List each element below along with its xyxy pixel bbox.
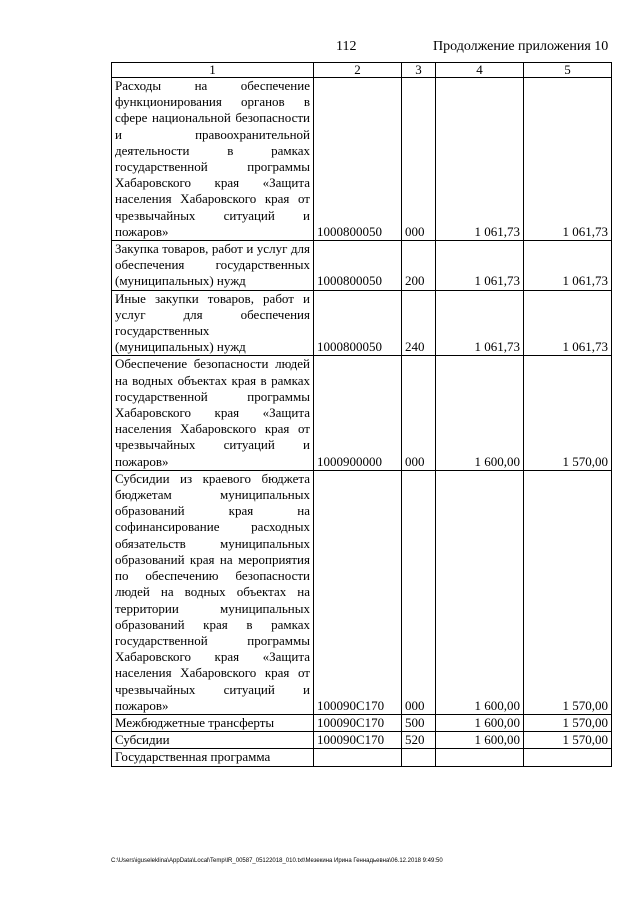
column-header: 1 [112,63,314,78]
amount-column-4: 1 061,73 [436,241,524,291]
amount-column-5: 1 570,00 [524,470,612,714]
expense-type-code: 000 [402,78,436,241]
expense-type-code: 520 [402,732,436,749]
amount-column-4: 1 061,73 [436,78,524,241]
target-article-code: 100090С170 [314,732,402,749]
amount-column-5: 1 061,73 [524,241,612,291]
row-description: Субсидии [112,732,314,749]
table-row [112,356,612,470]
budget-table [111,62,612,767]
amount-column-4: 1 061,73 [436,290,524,356]
target-article-code: 100090С170 [314,714,402,731]
column-header: 4 [436,63,524,78]
row-description: Расходы на обеспечение функционирования органов в сфере национальной безопасности и правоохранительной деятельности в рамках государственной программы Хабаровского края «Защита населения Хабаровского края от чрезвычайных ситуаций и пожаров» [112,78,314,241]
target-article-code: 1000800050 [314,290,402,356]
row-description: Закупка товаров, работ и услуг для обеспечения государственных (муниципальных) нужд [112,241,314,291]
amount-column-5: 1 061,73 [524,78,612,241]
empty-cell [524,749,612,766]
expense-type-code: 500 [402,714,436,731]
amount-column-4: 1 600,00 [436,714,524,731]
row-description: Субсидии из краевого бюджета бюджетам муниципальных образований края на софинансирование расходных обязательств муниципальных образований края на мероприятия по обеспечению безопасности людей на водных объектах на территории муниципальных образований края в рамках государственной программы Хабаровского края «Защита населения Хабаровского края от чрезвычайных ситуаций и пожаров» [112,470,314,714]
expense-type-code: 200 [402,241,436,291]
target-article-code: 1000800050 [314,241,402,291]
row-description: Межбюджетные трансферты [112,714,314,731]
column-header: 2 [314,63,402,78]
amount-column-4: 1 600,00 [436,356,524,470]
target-article-code: 100090С170 [314,470,402,714]
expense-type-code: 240 [402,290,436,356]
file-path-footer: C:\Users\iguseleklina\AppData\Local\Temp\IR_00587_05122018_010.txt\Мезекина Ирина Геннадьевна\06.12.2018 9:49:50 [111,858,443,864]
target-article-code: 1000900000 [314,356,402,470]
row-description: Обеспечение безопасности людей на водных объектах края в рамках государственной программы Хабаровского края «Защита населения Хабаровского края от чрезвычайных ситуаций и пожаров» [112,356,314,470]
amount-column-4: 1 600,00 [436,470,524,714]
target-article-code: 1000800050 [314,78,402,241]
amount-column-5: 1 061,73 [524,290,612,356]
empty-cell [436,749,524,766]
amount-column-4: 1 600,00 [436,732,524,749]
column-header: 3 [402,63,436,78]
table-row [112,749,612,766]
expense-type-code: 000 [402,470,436,714]
column-header: 5 [524,63,612,78]
table-row [112,290,612,356]
row-description: Государственная программа [112,749,314,766]
table-row [112,78,612,241]
row-description: Иные закупки товаров, работ и услуг для обеспечения государственных (муниципальных) нужд [112,290,314,356]
continuation-heading: Продолжение приложения 10 [433,39,609,54]
amount-column-5: 1 570,00 [524,714,612,731]
empty-cell [402,749,436,766]
page-number: 112 [336,39,357,54]
empty-cell [314,749,402,766]
table-row [112,714,612,731]
expense-type-code: 000 [402,356,436,470]
table-header-row [112,63,612,78]
table-row [112,732,612,749]
amount-column-5: 1 570,00 [524,732,612,749]
table-row [112,241,612,291]
table-row [112,470,612,714]
amount-column-5: 1 570,00 [524,356,612,470]
